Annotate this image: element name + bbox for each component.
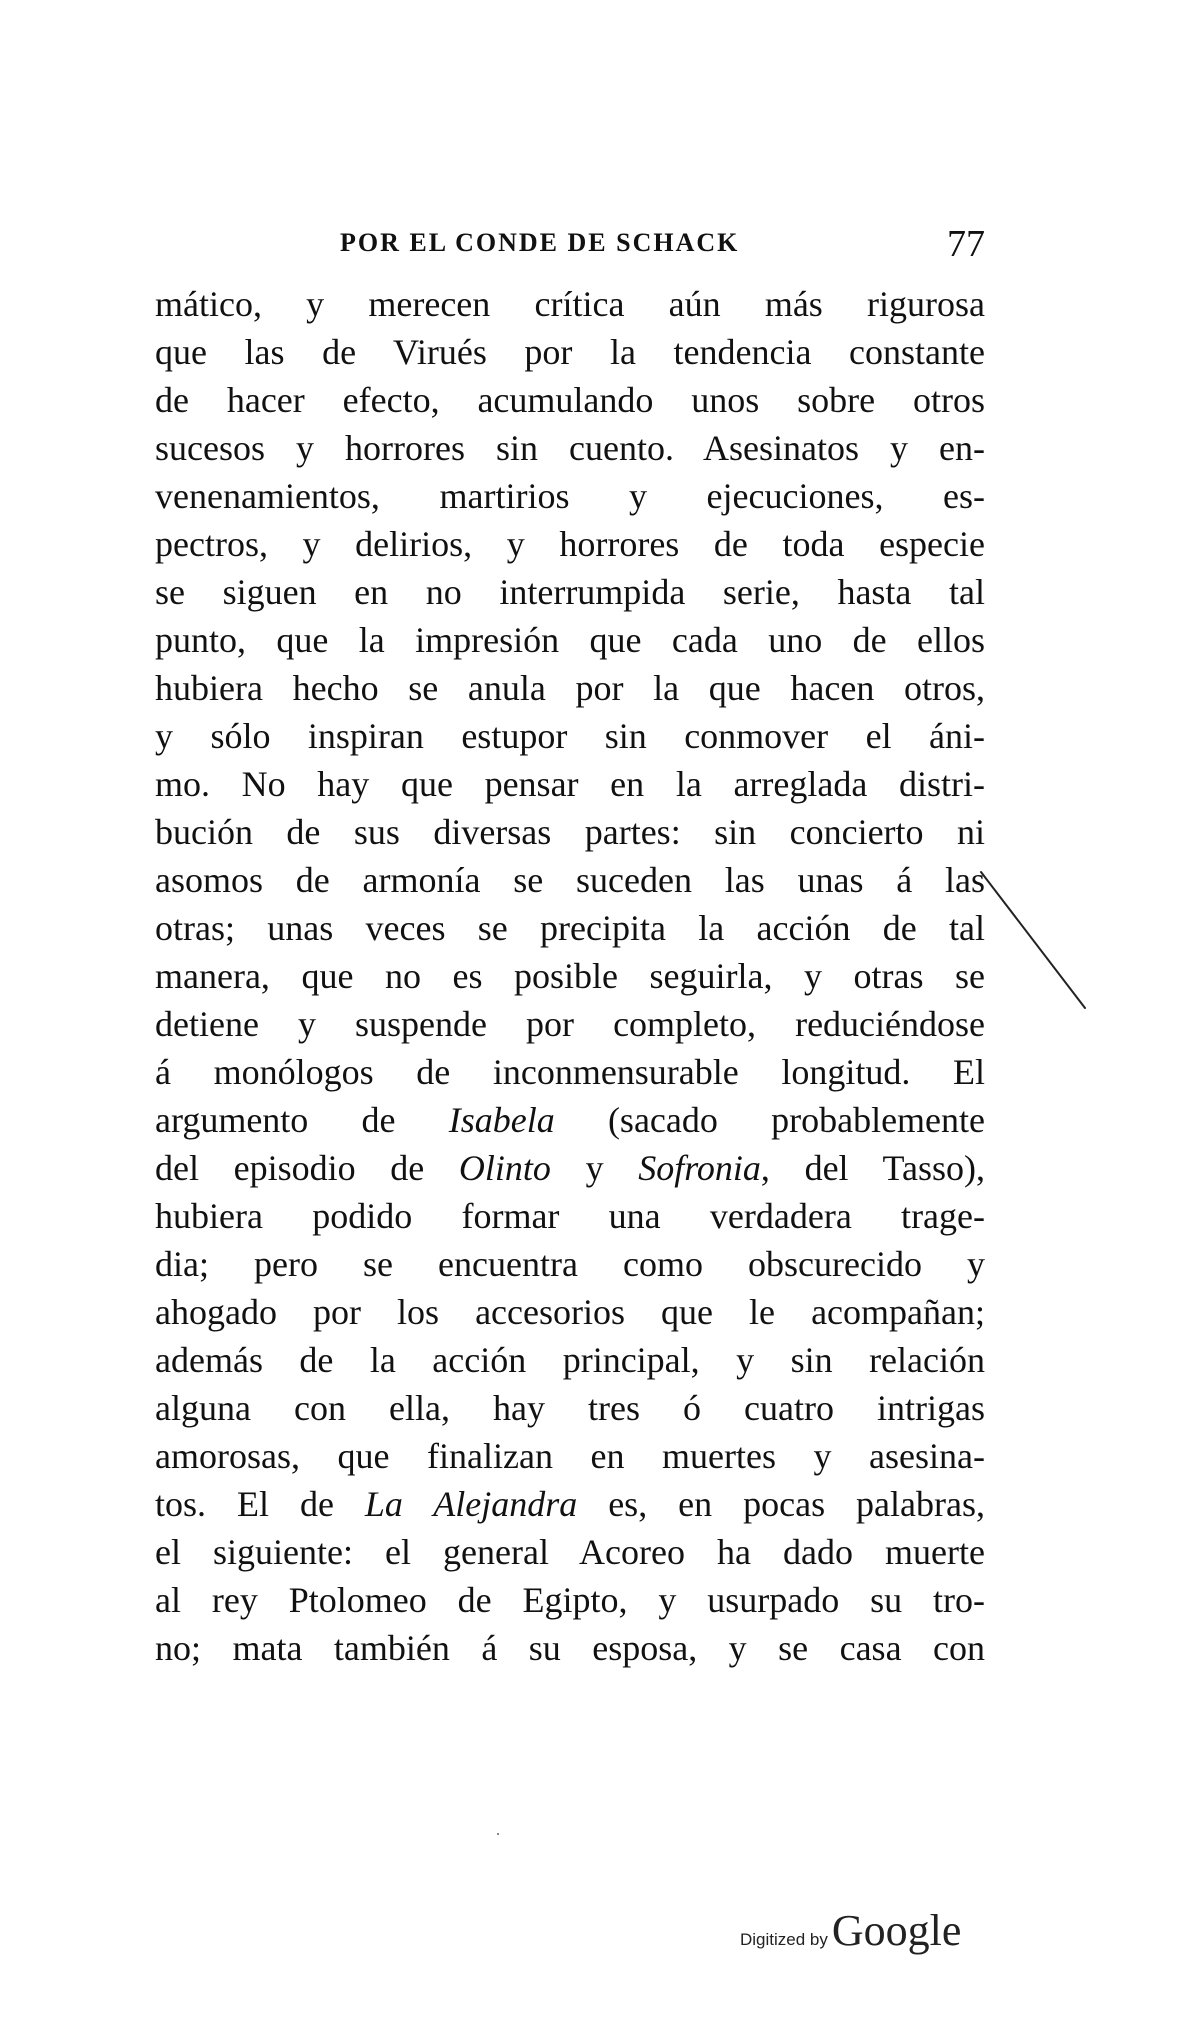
text-line: dia; pero se encuentra como obscurecido y (155, 1244, 985, 1284)
line-text-part: tos. El de (155, 1484, 365, 1524)
text-line: sucesos y horrores sin cuento. Asesinatos y en- (155, 428, 985, 468)
digitization-watermark (740, 1905, 1000, 1965)
text-line: á monólogos de inconmensurable longitud. El (155, 1052, 985, 1092)
text-line: hubiera hecho se anula por la que hacen otros, (155, 668, 985, 708)
line-text-part: argumento de (155, 1100, 449, 1140)
body-text (155, 280, 985, 1672)
text-line: ahogado por los accesorios que le acompañan; (155, 1292, 985, 1332)
work-title-sofronia: Sofronia (638, 1148, 761, 1188)
margin-pencil-mark (975, 868, 1095, 1018)
work-title-olinto: Olinto (458, 1148, 551, 1188)
text-line: detiene y suspende por completo, reduciéndose (155, 1004, 985, 1044)
line-text-part: , del Tasso), (760, 1148, 985, 1188)
work-title-la-alejandra: La Alejandra (364, 1484, 578, 1524)
text-line: manera, que no es posible seguirla, y otras se (155, 956, 985, 996)
page-header (155, 222, 985, 272)
text-line: además de la acción principal, y sin relación (155, 1340, 985, 1380)
google-logo-text: Google (831, 1906, 962, 1955)
text-line: amorosas, que finalizan en muertes y asesina- (155, 1436, 985, 1476)
text-line: pectros, y delirios, y horrores de toda especie (155, 524, 985, 564)
text-line-with-title (155, 1096, 985, 1144)
text-line: el siguiente: el general Acoreo ha dado muerte (155, 1532, 985, 1572)
text-line: bución de sus diversas partes: sin concierto ni (155, 812, 985, 852)
text-line: se siguen en no interrumpida serie, hasta tal (155, 572, 985, 612)
text-line: mo. No hay que pensar en la arreglada distri- (155, 764, 985, 804)
line-text-part: es, en pocas palabras, (577, 1484, 985, 1524)
running-head: POR EL CONDE DE SCHACK (340, 228, 740, 257)
text-line-with-titles (155, 1144, 985, 1192)
text-line: alguna con ella, hay tres ó cuatro intrigas (155, 1388, 985, 1428)
work-title-isabela: Isabela (448, 1100, 555, 1140)
pencil-stroke (981, 872, 1085, 1008)
text-line: mático, y merecen crítica aún más rigurosa (155, 284, 985, 324)
page-number: 77 (947, 223, 985, 265)
line-text-part: y (550, 1148, 639, 1188)
text-line: punto, que la impresión que cada uno de ellos (155, 620, 985, 660)
text-line: y sólo inspiran estupor sin conmover el áni- (155, 716, 985, 756)
text-line: otras; unas veces se precipita la acción de tal (155, 908, 985, 948)
line-text-part: del episodio de (155, 1148, 459, 1188)
paper-speck (497, 1833, 499, 1835)
text-line: asomos de armonía se suceden las unas á las (155, 860, 985, 900)
digitized-by-label: Digitized by (740, 1930, 828, 1949)
text-line: al rey Ptolomeo de Egipto, y usurpado su tro- (155, 1580, 985, 1620)
text-line: hubiera podido formar una verdadera trage- (155, 1196, 985, 1236)
text-line: de hacer efecto, acumulando unos sobre otros (155, 380, 985, 420)
line-text-part: (sacado probablemente (554, 1100, 985, 1140)
text-line: no; mata también á su esposa, y se casa con (155, 1628, 985, 1668)
text-line: que las de Virués por la tendencia constante (155, 332, 985, 372)
text-line: venenamientos, martirios y ejecuciones, es- (155, 476, 985, 516)
text-line-with-title (155, 1480, 985, 1528)
